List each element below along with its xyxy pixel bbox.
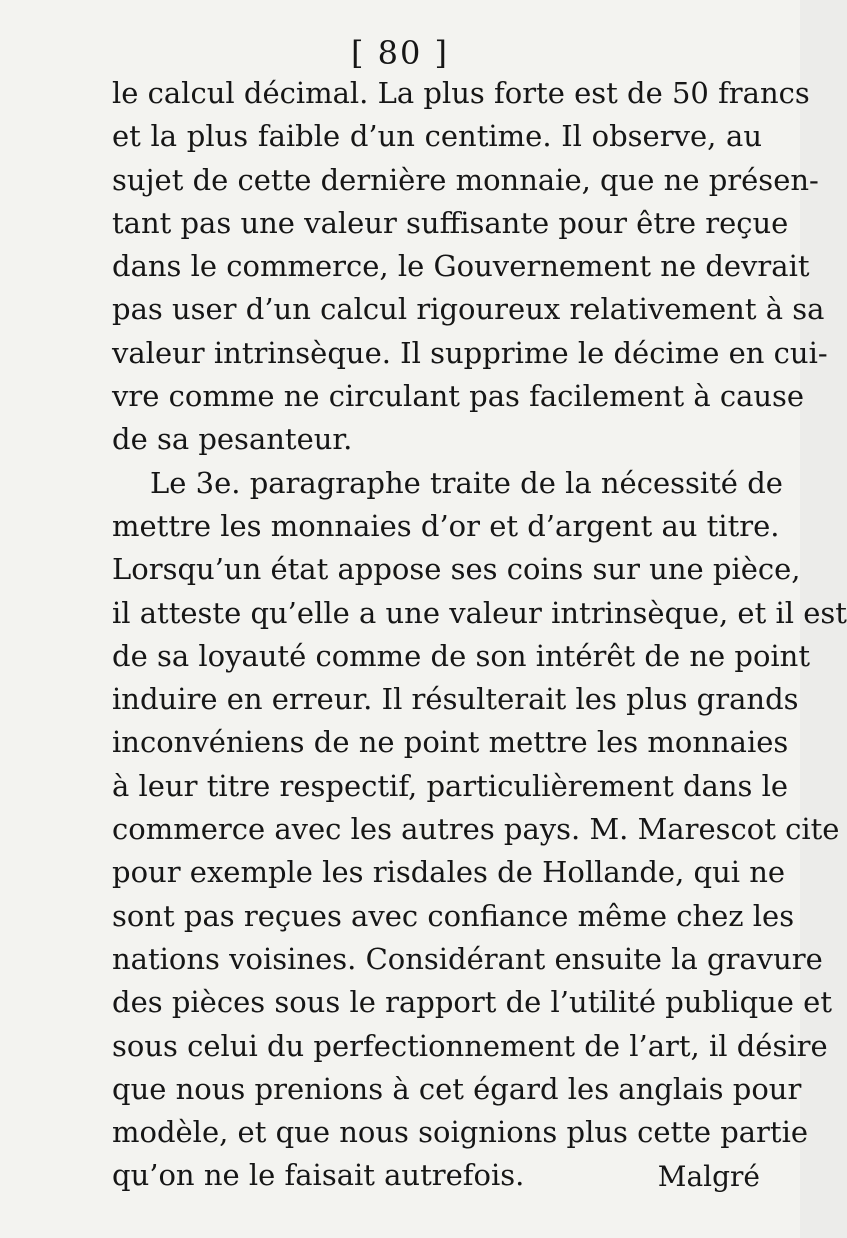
text-line: sont pas reçues avec confiance même chez les	[112, 898, 795, 933]
text-line: pas user d’un calcul rigoureux relativement à sa	[112, 292, 825, 327]
page-number: [ 80 ]	[350, 34, 450, 72]
text-line: sous celui du perfectionnement de l’art, il désire	[112, 1028, 828, 1063]
text-line: valeur intrinsèque. Il supprime le décime en cui-	[112, 335, 828, 370]
text-line: à leur titre respectif, particulièrement dans le	[112, 768, 789, 803]
text-line: sujet de cette dernière monnaie, que ne présen-	[112, 162, 819, 197]
text-line: de sa pesanteur.	[112, 422, 353, 457]
text-line: Le 3e. paragraphe traite de la nécessité de	[150, 465, 783, 500]
text-line: de sa loyauté comme de son intérêt de ne point	[112, 638, 811, 673]
text-line: des pièces sous le rapport de l’utilité publique et	[112, 985, 833, 1020]
text-line: le calcul décimal. La plus forte est de 50 francs	[112, 76, 810, 110]
catchword: Malgré	[657, 1160, 760, 1193]
text-line: qu’on ne le faisait autrefois.	[112, 1158, 525, 1193]
text-line: commerce avec les autres pays. M. Marescot cite	[112, 812, 840, 847]
body-text	[112, 72, 847, 1198]
text-line: modèle, et que nous soignions plus cette partie	[112, 1115, 809, 1150]
text-line: que nous prenions à cet égard les anglais pour	[112, 1071, 802, 1106]
text-line: Lorsqu’un état appose ses coins sur une pièce,	[112, 552, 801, 587]
text-line: nations voisines. Considérant ensuite la gravure	[112, 941, 823, 976]
text-line: vre comme ne circulant pas facilement à cause	[112, 379, 805, 414]
text-line: dans le commerce, le Gouvernement ne devrait	[112, 249, 810, 284]
text-line: induire en erreur. Il résulterait les plus grands	[112, 682, 799, 717]
text-line: tant pas une valeur suffisante pour être reçue	[112, 205, 789, 240]
text-line: il atteste qu’elle a une valeur intrinsèque, et il est	[112, 595, 847, 630]
text-line: et la plus faible d’un centime. Il observe, au	[112, 119, 762, 154]
text-line: inconvéniens de ne point mettre les monnaies	[112, 725, 789, 760]
text-line: mettre les monnaies d’or et d’argent au titre.	[112, 508, 780, 543]
text-line: pour exemple les risdales de Hollande, qui ne	[112, 855, 786, 890]
